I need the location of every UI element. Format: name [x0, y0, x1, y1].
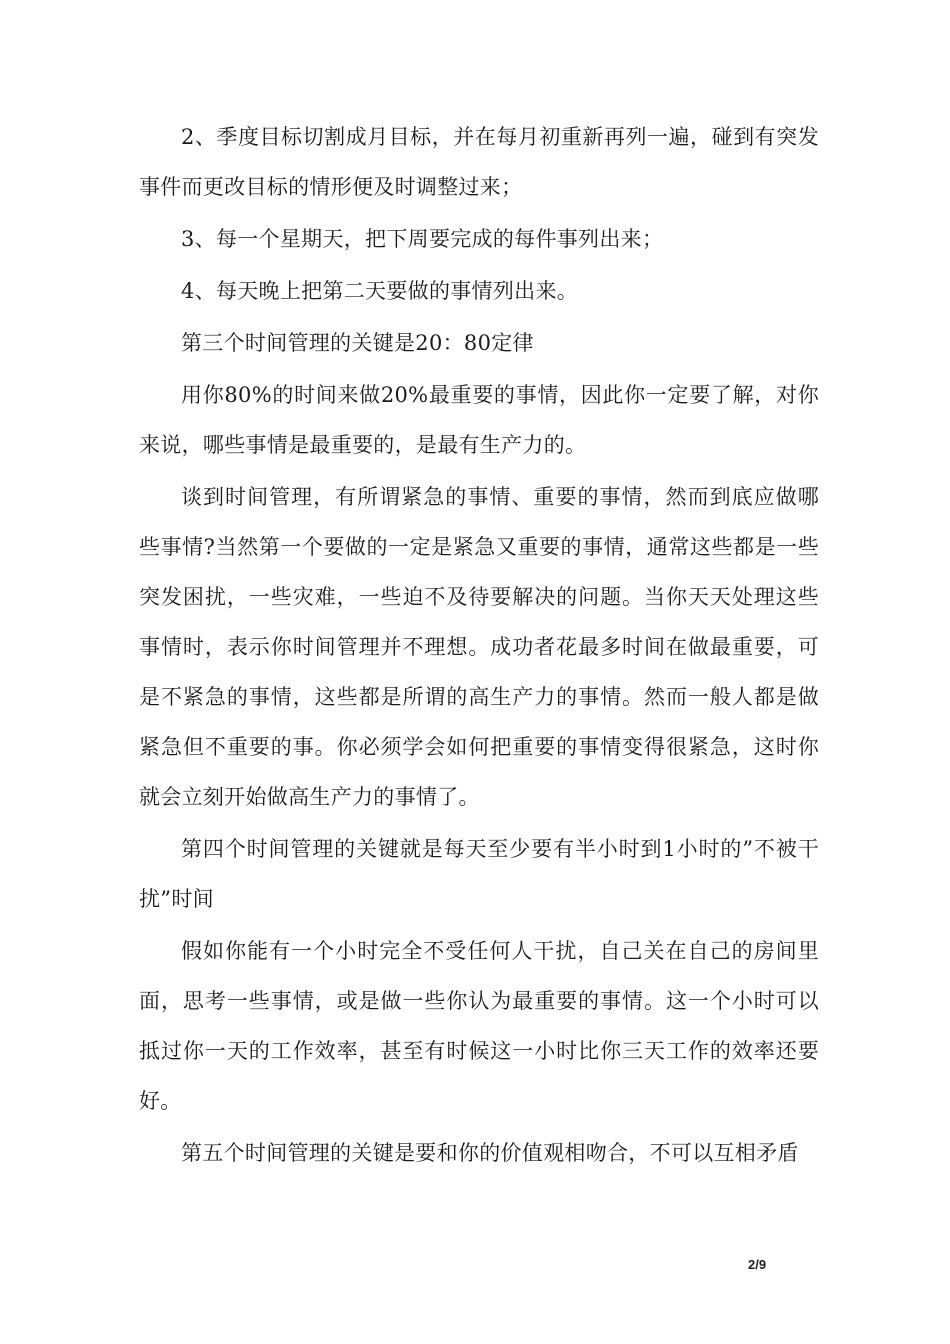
- paragraph-step-4: 4、每天晚上把第二天要做的事情列出来。: [181, 279, 579, 303]
- heading-fourth-key: 第四个时间管理的关键就是每天至少要有半小时到1小时的”不被干扰”时间: [139, 837, 819, 911]
- paragraph-step-3: 3、每一个星期天，把下周要完成的每件事列出来；: [181, 227, 664, 251]
- document-body: [139, 112, 819, 1180]
- page-number: 2/9: [748, 1257, 767, 1272]
- heading-fifth-key: 第五个时间管理的关键是要和你的价值观相吻合，不可以互相矛盾: [181, 1141, 799, 1165]
- paragraph-80-20: 用你80%的时间来做20%最重要的事情，因此你一定要了解，对你来说，哪些事情是最重要的，是最有生产力的。: [139, 383, 819, 457]
- paragraph-urgent-important: 谈到时间管理，有所谓紧急的事情、重要的事情，然而到底应做哪些事情?当然第一个要做的一定是紧急又重要的事情，通常这些都是一些突发困扰，一些灾难，一些迫不及待要解决的问题。当你天天处理这些事情时，表示你时间管理并不理想。成功者花最多时间在做最重要，可是不紧急的事情，这些都是所谓的高生产力的事情。然而一般人都是做紧急但不重要的事。你必须学会如何把重要的事情变得很紧急，这时你就会立刻开始做高生产力的事情了。: [139, 485, 819, 809]
- paragraph-uninterrupted-hour: 假如你能有一个小时完全不受任何人干扰，自己关在自己的房间里面，思考一些事情，或是做一些你认为最重要的事情。这一个小时可以抵过你一天的工作效率，甚至有时候这一小时比你三天工作的效率还要好。: [139, 939, 819, 1113]
- heading-third-key: 第三个时间管理的关键是20：80定律: [181, 331, 534, 355]
- paragraph-step-2: 2、季度目标切割成月目标，并在每月初重新再列一遍，碰到有突发事件而更改目标的情形便及时调整过来；: [139, 125, 819, 199]
